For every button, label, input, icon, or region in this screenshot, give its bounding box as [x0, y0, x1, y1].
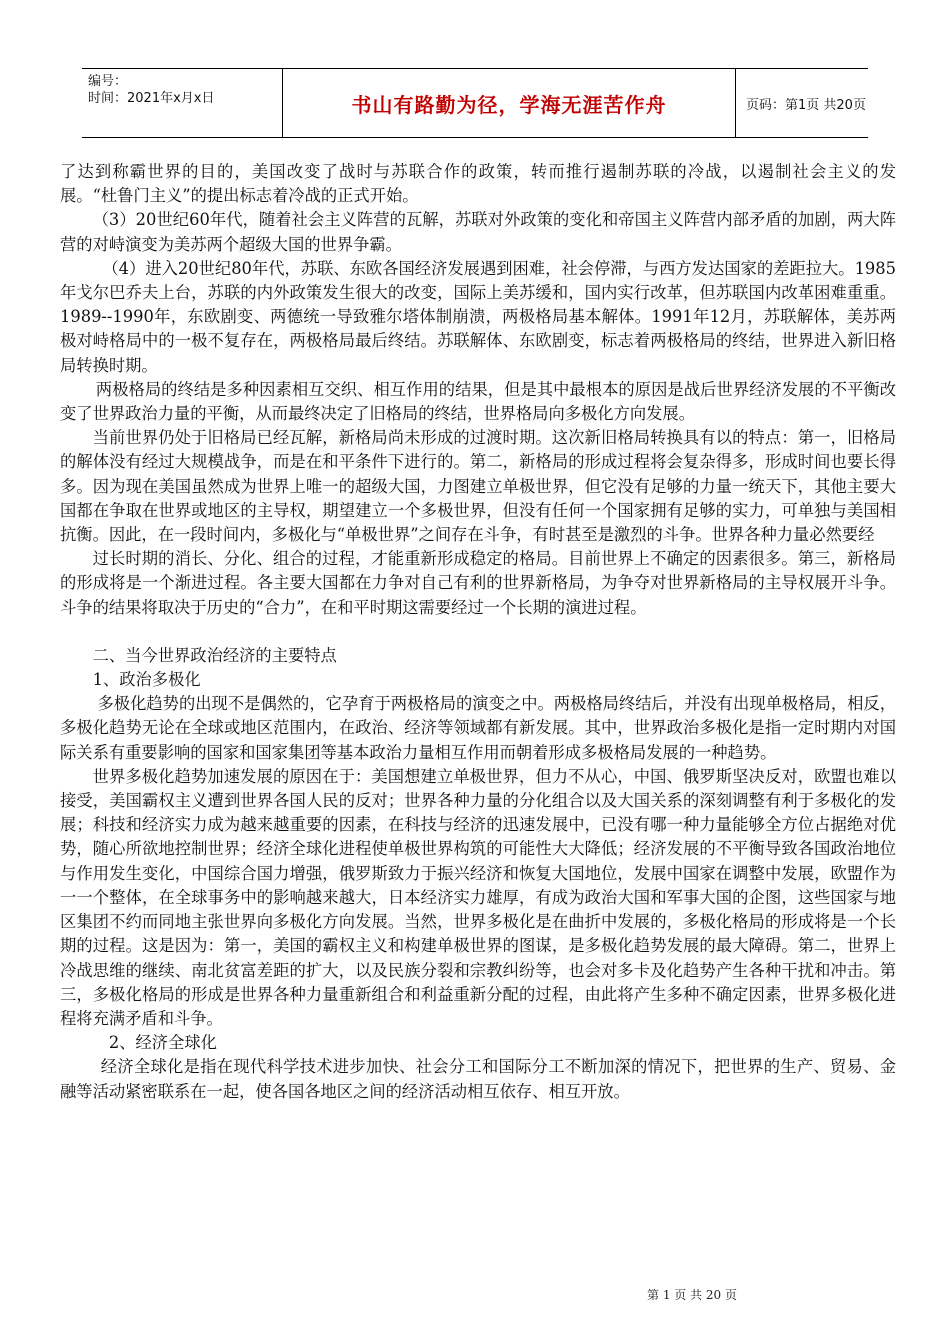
paragraph: 多极化趋势的出现不是偶然的，它孕育于两极格局的演变之中。两极格局终结后，并没有出现单极格局，相反，多极化趋势无论在全球或地区范围内，在政治、经济等领域都有新发展。其中，世界政治多极化是指一定时期内对国际关系有重要影响的国家和国家集团等基本政治力量相互作用而朝着形成多极格局发展的一种趋势。 [60, 694, 896, 762]
header-meta [82, 69, 282, 137]
section-heading: 二、当今世界政治经济的主要特点 [92, 645, 337, 665]
paragraph: （4）进入20世纪80年代，苏联、东欧各国经济发展遇到困难，社会停滞，与西方发达国家的差距拉大。1985年戈尔巴乔夫上台，苏联的内外政策发生很大的改变，国际上美苏缓和，国内实行改革，但苏联国内改革困难重重。1989--1990年，东欧剧变、两德统一导致雅尔塔体制崩溃，两极格局基本解体。1991年12月，苏联解体，美苏两极对峙格局中的一极不复存在，两极格局最后终结。苏联解体、东欧剧变，标志着两极格局的终结，世界进入新旧格局转换时期。 [60, 258, 896, 375]
header-motto: 书山有路勤为径，学海无涯苦作舟 [351, 92, 667, 117]
paragraph: 了达到称霸世界的目的，美国改变了战时与苏联合作的政策，转而推行遏制苏联的冷战，以遏制社会主义的发展。“杜鲁门主义”的提出标志着冷战的正式开始。 [60, 162, 896, 206]
document-date-label: 时间：2021年x月x日 [88, 91, 215, 106]
header-page-info: 页码：第1页 共20页 [746, 97, 866, 113]
paragraph: 世界多极化趋势加速发展的原因在于：美国想建立单极世界，但力不从心，中国、俄罗斯坚决反对，欧盟也难以接受，美国霸权主义遭到世界各国人民的反对；世界各种力量的分化组合以及大国关系的深刻调整有利于多极化的发展；科技和经济实力成为越来越重要的因素，在科技与经济的迅速发展中，已没有哪一种力量能够全方位占据绝对优势，随心所欲地控制世界；经济全球化进程使单极世界构筑的可能性大大降低；经济发展的不平衡导致各国政治地位与作用发生变化，中国综合国力增强，俄罗斯致力于振兴经济和恢复大国地位，发展中国家在调整中发展，欧盟作为一一个整体，在全球事务中的影响越来越大，日本经济实力雄厚，有成为政治大国和军事大国的企图，这些国家与地区集团不约而同地主张世界向多极化方向发展。当然，世界多极化是在曲折中发展的，多极化格局的形成将是一个长期的过程。这是因为：第一，美国的霸权主义和构建单极世界的图谋，是多极化趋势发展的最大障碍。第二，世界上冷战思维的继续、南北贫富差距的扩大，以及民族分裂和宗教纠纷等，也会对多卡及化趋势产生各种干扰和冲击。第三，多极化格局的形成是世界各种力量重新组合和利益重新分配的过程，由此将产生多种不确定因素，世界多极化进程将充满矛盾和斗争。 [60, 766, 896, 1028]
subsection-heading: 2、经济全球化 [108, 1033, 217, 1053]
document-body [60, 160, 896, 1104]
paragraph: 经济全球化是指在现代科学技术进步加快、社会分工和国际分工不断加深的情况下，把世界的生产、贸易、金融等活动紧密联系在一起，使各国各地区之间的经济活动相互依存、相互开放。 [60, 1057, 896, 1101]
paragraph: 过长时期的消长、分化、组合的过程，才能重新形成稳定的格局。目前世界上不确定的因素很多。第三，新格局的形成将是一个渐进过程。各主要大国都在力争对自己有利的世界新格局，为争夺对世界新格局的主导权展开斗争。斗争的结果将取决于历史的“合力”，在和平时期这需要经过一个长期的演进过程。 [60, 549, 896, 617]
subsection-heading: 1、政治多极化 [92, 670, 201, 690]
header-motto-cell [282, 69, 736, 137]
page-footer: 第 1 页 共 20 页 [647, 1288, 737, 1302]
paragraph: （3）20世纪60年代，随着社会主义阵营的瓦解，苏联对外政策的变化和帝国主义阵营内部矛盾的加剧，两大阵营的对峙演变为美苏两个超级大国的世界争霸。 [60, 210, 896, 254]
paragraph: 当前世界仍处于旧格局已经瓦解，新格局尚未形成的过渡时期。这次新旧格局转换具有以的特点：第一，旧格局的解体没有经过大规模战争，而是在和平条件下进行的。第二，新格局的形成过程将会复杂得多，形成时间也要长得多。因为现在美国虽然成为世界上唯一的超级大国，力图建立单极世界，但它没有足够的力量一统天下，其他主要大国都在争取在世界或地区的主导权，期望建立一个多极世界，但没有任何一个国家拥有足够的实力，可单独与美国相抗衡。因此，在一段时间内，多极化与“单极世界”之间存在斗争，有时甚至是激烈的斗争。世界各种力量必然要经 [60, 428, 896, 545]
document-header [82, 68, 868, 138]
paragraph: 两极格局的终结是多种因素相互交织、相互作用的结果，但是其中最根本的原因是战后世界经济发展的不平衡改变了世界政治力量的平衡，从而最终决定了旧格局的终结，世界格局向多极化方向发展。 [60, 379, 896, 424]
document-number-label: 编号： [88, 74, 128, 89]
